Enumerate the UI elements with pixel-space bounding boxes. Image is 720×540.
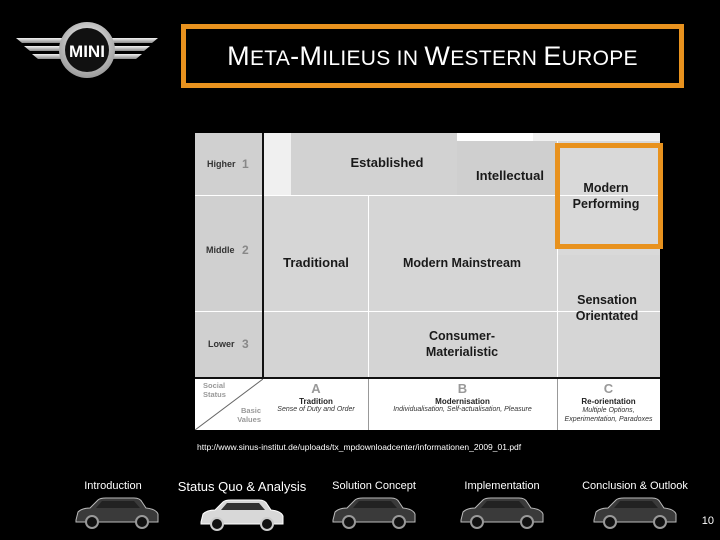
car-icon <box>72 496 162 530</box>
status-num-1: 1 <box>242 157 249 171</box>
axis-line-horizontal <box>195 377 660 379</box>
value-letter-b: B <box>457 381 468 396</box>
nav-implementation[interactable] <box>456 480 548 530</box>
blank-top-right <box>533 133 660 141</box>
nav-label: Implementation <box>464 480 540 492</box>
status-num-2: 2 <box>242 243 249 257</box>
value-name-tradition: Tradition <box>299 397 333 406</box>
nav-label: Introduction <box>84 480 142 492</box>
label-modern-mainstream: Modern Mainstream <box>402 256 522 270</box>
status-num-3: 3 <box>242 337 249 351</box>
value-name-reorientation: Re-orientation <box>581 397 636 406</box>
label-consumer-materialistic: Consumer-Materialistic <box>425 329 499 359</box>
axis-line-vertical <box>262 133 264 379</box>
label-established: Established <box>350 155 424 170</box>
value-name-modernisation: Modernisation <box>435 397 490 406</box>
axis-corner-social-status: Social Status <box>203 381 226 399</box>
page-title: META-MILIEUS IN WESTERN EUROPE <box>227 40 638 71</box>
value-desc-modernisation: Individualisation, Self-actualisation, Pleasure <box>393 406 532 413</box>
nav-solution-concept[interactable] <box>328 480 420 530</box>
gridline <box>368 195 369 377</box>
nav-conclusion-outlook[interactable] <box>578 480 692 530</box>
nav-status-quo-analysis[interactable] <box>168 479 316 532</box>
label-sensation-orientated: Sensation Orientated <box>575 293 639 323</box>
nav-label: Solution Concept <box>332 480 416 492</box>
status-label-middle: Middle <box>206 245 235 255</box>
label-traditional: Traditional <box>283 255 349 270</box>
highlight-frame <box>555 143 663 249</box>
nav-label: Conclusion & Outlook <box>582 480 688 492</box>
value-desc-reorientation: Multiple Options, Experimentation, Paradoxes <box>564 407 653 423</box>
axis-corner-basic-values: Basic Values <box>237 406 261 424</box>
car-icon <box>457 496 547 530</box>
value-desc-tradition: Sense of Duty and Order <box>277 406 355 413</box>
nav-introduction[interactable] <box>72 480 154 530</box>
blank-corner <box>264 133 291 195</box>
logo-text: MINI <box>69 42 105 61</box>
value-letter-a: A <box>311 381 321 396</box>
car-icon <box>197 498 287 532</box>
car-icon <box>329 496 419 530</box>
status-label-higher: Higher <box>207 159 236 169</box>
page-number: 10 <box>701 515 714 527</box>
label-modern-performing: Modern Performing <box>572 181 640 211</box>
region-traditional <box>264 195 368 311</box>
label-intellectual: Intellectual <box>476 168 544 183</box>
nav-label-active: Status Quo & Analysis <box>177 479 307 494</box>
value-letter-c: C <box>603 381 614 396</box>
region-modern-mainstream <box>368 195 557 311</box>
title-box <box>181 24 684 88</box>
status-label-lower: Lower <box>208 339 235 349</box>
mini-logo <box>12 20 162 80</box>
car-icon <box>590 496 680 530</box>
source-url[interactable]: http://www.sinus-institut.de/uploads/tx_mpdownloadcenter/informationen_2009_01.pdf <box>197 442 522 452</box>
